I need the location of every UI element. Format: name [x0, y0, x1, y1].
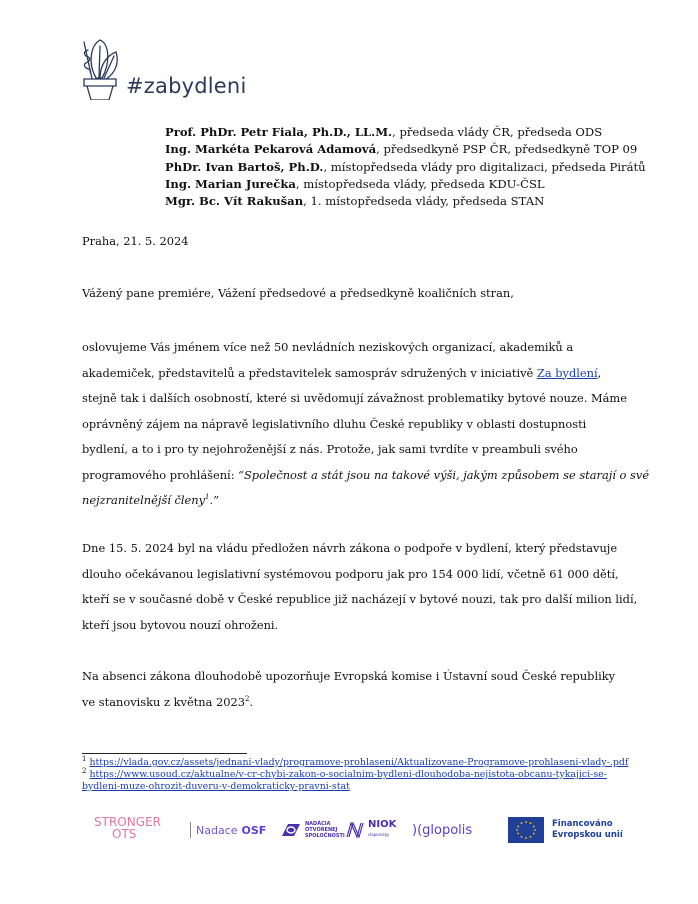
footnote-link-2-cont[interactable]: bydleni-muze-ohrozit-duveru-v-demokraticky-pravni-stat — [82, 781, 350, 792]
potted-plant-icon — [78, 34, 120, 100]
zabydleni-logo — [78, 34, 246, 100]
recipient: Ing. Markéta Pekarová Adamová, předsedkyně PSP ČR, předsedkyně TOP 09 — [165, 142, 638, 157]
eu-funding-logo: Financováno Evropskou unií — [508, 812, 623, 848]
logo-text: #zabydleni — [126, 74, 247, 98]
paragraph-eu-commission: Na absenci zákona dlouhodobě upozorňuje Evropská komise i Ústavní soud České republiky ve stanovisku z května 2023$^2$. — [82, 669, 616, 709]
recipients-block — [165, 124, 646, 210]
nadace-osf-logo: Nadace OSF — [190, 812, 266, 848]
quote: “Společnost a stát jsou na takové výši, jakým způsobem se starají o své — [238, 467, 650, 482]
footnote-1: $^1$ https://vlada.gov.cz/assets/jednani-vlady/programove-prohlaseni/Aktualizovane-Programove-prohlaseni-vlady-.pdf — [82, 754, 629, 768]
divider — [190, 822, 191, 838]
niok-logo: NIOK slaporosky — [345, 812, 396, 848]
glopolis-logo: )(glopolis — [412, 822, 473, 838]
recipient: Mgr. Bc. Vít Rakušan, 1. místopředseda vlády, předseda STAN — [165, 194, 545, 209]
paragraph-law-proposal: Dne 15. 5. 2024 byl na vládu předložen návrh zákona o podpoře v bydlení, který představuje dlouho očekávanou legislativní systémovou podporu jak pro 154 000 lidí, včetně 61 000 dětí, kteří se v současné době v České republice již nacházejí v bytové nouzi, tak pro další milion lidí, kteří jsou bytovou nouzí ohroženi. — [82, 541, 638, 632]
footnote-ref-1[interactable]: 1 — [205, 493, 210, 502]
eu-flag-icon — [508, 817, 544, 843]
date-line: Praha, 21. 5. 2024 — [82, 234, 189, 248]
nadacia-otvorenej-spolocnosti-logo: NADÁCIA OTVORENEJ SPOLOČNOSTI — [280, 812, 345, 848]
footnote-separator — [82, 753, 247, 754]
recipient: Ing. Marian Jurečka, místopředseda vlády, předseda KDU-ČSL — [165, 176, 545, 191]
footnotes — [82, 754, 629, 793]
sponsor-logos — [90, 812, 650, 848]
salutation: Vážený pane premiére, Vážení předsedové a předsedkyně koaličních stran, — [82, 286, 514, 300]
footnote-ref-2[interactable]: 2 — [245, 694, 250, 703]
niok-n-icon — [345, 822, 365, 838]
footnote-link-2[interactable]: https://www.usoud.cz/aktualne/v-cr-chybi-zakon-o-socialnim-bydleni-dlouhodoba-nejistota-obcanu-tykajici-se- — [89, 769, 607, 780]
footnote-2: $^2$ https://www.usoud.cz/aktualne/v-cr-chybi-zakon-o-socialnim-bydleni-dlouhodoba-nejistota-obcanu-tykajici-se- — [82, 766, 607, 780]
za-bydleni-link[interactable]: Za bydlení — [536, 365, 598, 380]
recipient: Prof. PhDr. Petr Fiala, Ph.D., LL.M., předseda vlády ČR, předseda ODS — [165, 125, 603, 139]
stronger-roots-logo: STRONGER OTS — [94, 815, 161, 841]
paragraph-intro: oslovujeme Vás jménem více než 50 nevládních neziskových organizací, akademiků a akademiček, představitelů a představitelek samospráv sdružených v iniciativě Za bydlení, stejně tak i dalších osobností, které si uvědomují závažnost problematiky bytové nouze. Máme oprávněný zájem na nápravě legislativního dluhu České republiky v oblasti dostupnosti bydlení, a to i pro ty nejohroženější z nás. Protože, jak sami tvrdíte v preambuli svého programového prohlášení: “Společnost a stát jsou na takové výši, jakým způsobem se starají o své nejzranitelnější členy$^1$.” — [82, 340, 650, 507]
nos-emblem-icon — [280, 822, 302, 838]
recipient: PhDr. Ivan Bartoš, Ph.D., místopředseda vlády pro digitalizaci, předseda Pirátů — [165, 159, 646, 174]
footnote-link-1[interactable]: https://vlada.gov.cz/assets/jednani-vlady/programove-prohlaseni/Aktualizovane-Programove-prohlaseni-vlady-.pdf — [89, 757, 629, 768]
